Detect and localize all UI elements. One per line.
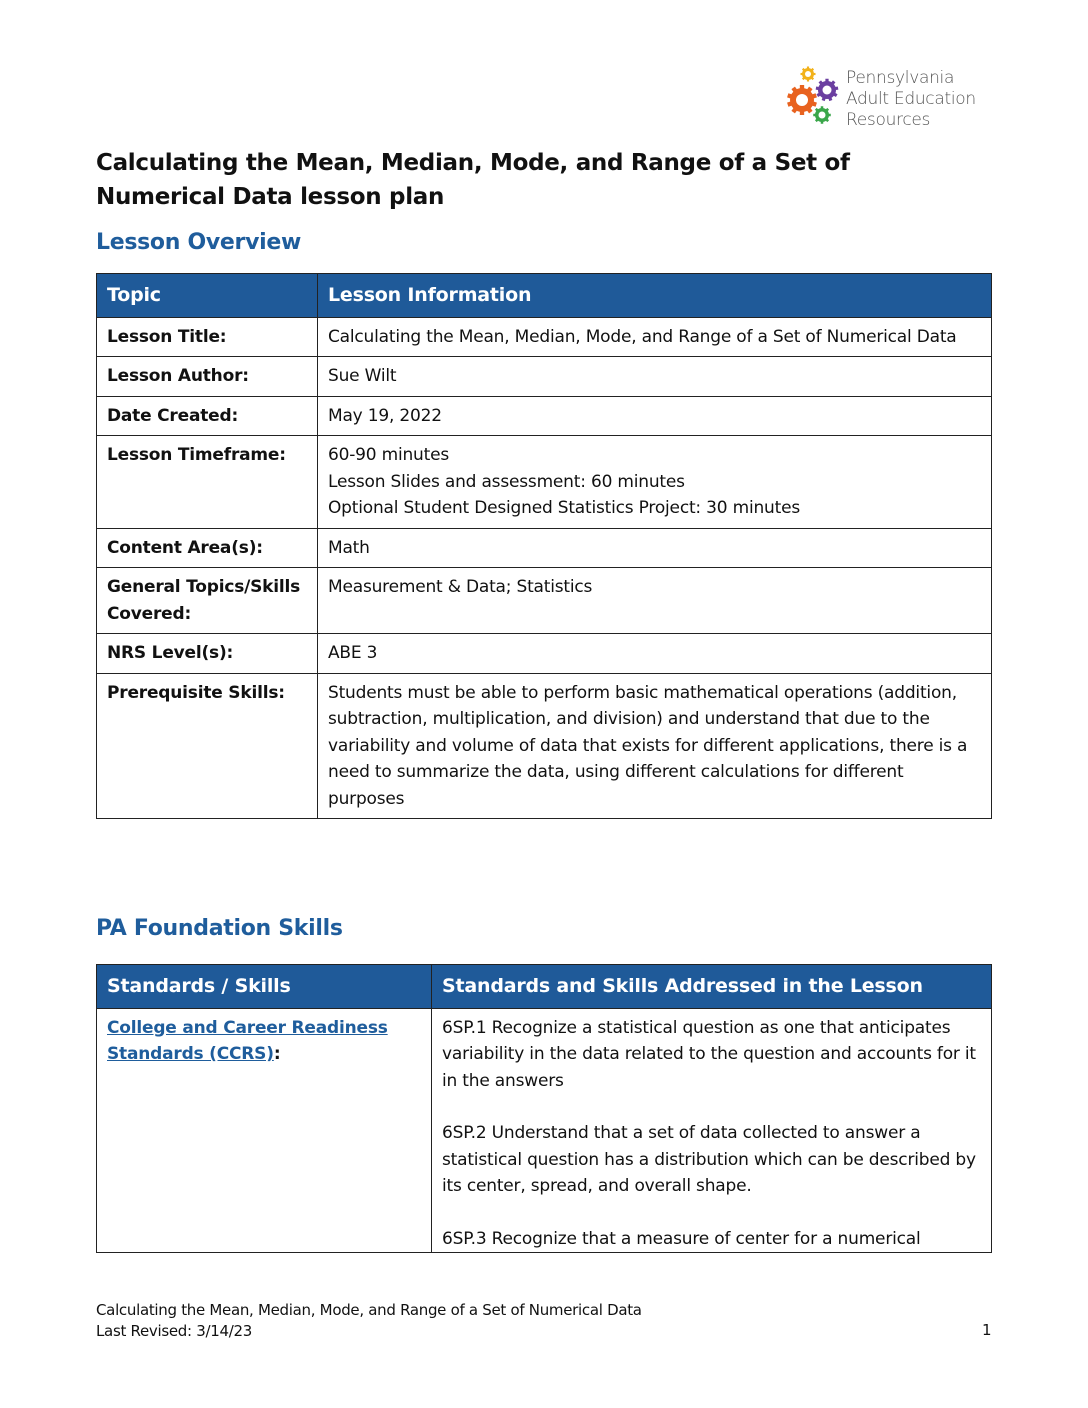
row-value [318, 673, 992, 819]
document-title: Calculating the Mean, Median, Mode, and Range of a Set of Numerical Data lesson plan [96, 150, 850, 210]
table-header-row [97, 965, 992, 1009]
table-header-row [97, 274, 992, 318]
row-label: Lesson Timeframe: [97, 436, 318, 529]
ccrs-link[interactable]: College and Career Readiness Standards (CCRS) [107, 1017, 388, 1064]
purple-gear-icon [816, 79, 839, 101]
row-value [318, 357, 992, 397]
row-value-line: Lesson Slides and assessment: 60 minutes [328, 471, 685, 492]
row-label: Lesson Title: [97, 317, 318, 357]
row-label: Prerequisite Skills: [97, 673, 318, 819]
logo-line-1: Pennsylvania [846, 68, 955, 88]
standards-cell [432, 1008, 992, 1253]
lesson-overview-heading: Lesson Overview [96, 230, 302, 255]
table-row [97, 396, 992, 436]
row-value-line: Sue Wilt [328, 366, 397, 386]
row-value [318, 396, 992, 436]
row-value [318, 634, 992, 674]
header-lesson-information: Lesson Information [318, 274, 992, 318]
row-value [318, 436, 992, 529]
row-value-line: Optional Student Designed Statistics Project: 30 minutes [328, 498, 801, 518]
lesson-overview-table [96, 273, 992, 819]
table-row [97, 1008, 992, 1253]
row-label: Content Area(s): [97, 528, 318, 568]
row-label: NRS Level(s): [97, 634, 318, 674]
standard-item: 6SP.1 Recognize a statistical question as one that anticipates variability in the data related to the question and accounts for it in the answers [442, 1017, 976, 1091]
row-value-line: ABE 3 [328, 643, 378, 663]
yellow-gear-icon [801, 67, 816, 82]
row-value-line: Math [328, 537, 370, 558]
pa-foundation-skills-heading: PA Foundation Skills [96, 916, 343, 941]
pa-adult-education-logo [784, 64, 1004, 130]
orange-gear-icon [787, 85, 817, 115]
header-standards-addressed: Standards and Skills Addressed in the Lesson [432, 965, 992, 1009]
table-row [97, 436, 992, 529]
row-value [318, 568, 992, 634]
row-label: General Topics/Skills Covered: [97, 568, 318, 634]
ccrs-link-suffix: : [273, 1044, 281, 1064]
standard-item: 6SP.3 Recognize that a measure of center for a numerical [442, 1228, 921, 1249]
page-footer [96, 1300, 642, 1342]
standard-item: 6SP.2 Understand that a set of data collected to answer a statistical question has a distribution which can be described by its center, spread, and overall shape. [442, 1123, 976, 1196]
footer-title: Calculating the Mean, Median, Mode, and Range of a Set of Numerical Data [96, 1301, 642, 1319]
foundation-skills-table [96, 964, 992, 1253]
row-value [318, 317, 992, 357]
row-value [318, 528, 992, 568]
row-value-line: 60-90 minutes [328, 445, 450, 465]
row-value-line: Measurement & Data; Statistics [328, 577, 593, 597]
table-row [97, 317, 992, 357]
table-row [97, 528, 992, 568]
logo-text [846, 68, 976, 131]
row-value-line: May 19, 2022 [328, 405, 442, 426]
green-gear-icon [813, 106, 831, 124]
row-label: Date Created: [97, 396, 318, 436]
lesson-overview-rows [97, 317, 992, 819]
table-row [97, 568, 992, 634]
footer-revised: Last Revised: 3/14/23 [96, 1322, 252, 1340]
table-row [97, 673, 992, 819]
page-number: 1 [982, 1321, 992, 1339]
row-value-line: Calculating the Mean, Median, Mode, and Range of a Set of Numerical Data [328, 326, 957, 347]
table-row [97, 634, 992, 674]
header-topic: Topic [97, 274, 318, 318]
row-label: Lesson Author: [97, 357, 318, 397]
header-standards-skills: Standards / Skills [97, 965, 432, 1009]
ccrs-cell [97, 1008, 432, 1253]
table-row [97, 357, 992, 397]
logo-line-2: Adult Education [846, 89, 976, 109]
gears-icon [784, 64, 846, 130]
logo-line-3: Resources [846, 110, 931, 130]
row-value-line: Students must be able to perform basic mathematical operations (addition, subtraction, multiplication, and division) and understand that due to the variability and volume of data that exists for different applications, there is a need to summarize the data, using different calculations for different purposes [328, 682, 968, 809]
